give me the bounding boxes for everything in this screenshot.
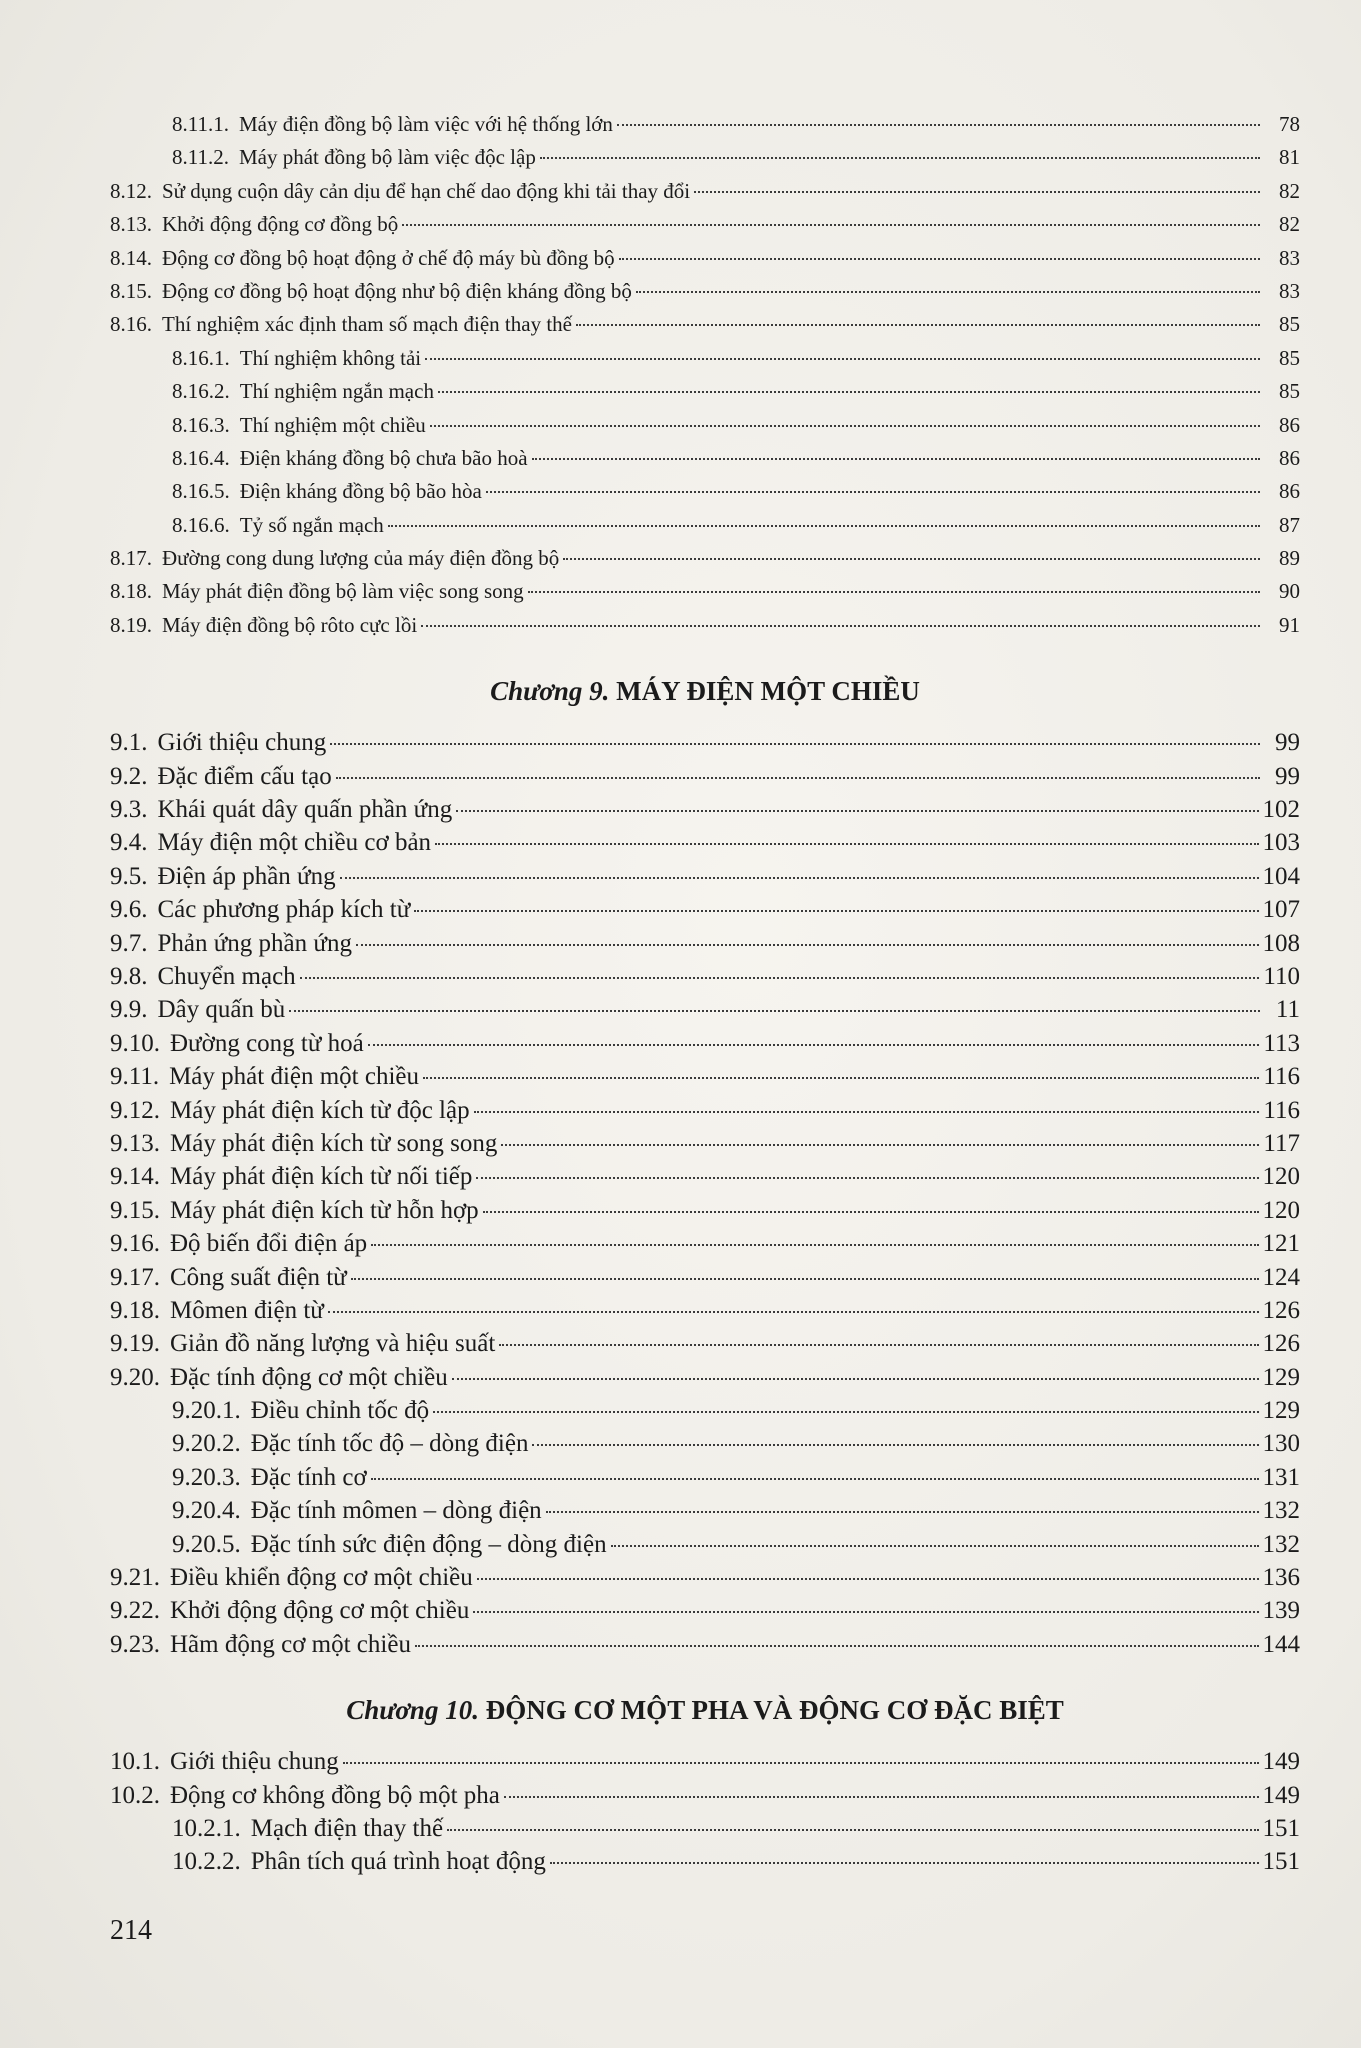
- dot-leader: [528, 591, 1260, 593]
- toc-entry-number: 9.17.: [110, 1263, 160, 1291]
- dot-leader: [402, 224, 1260, 226]
- toc-entry-number: 9.5.: [110, 862, 148, 890]
- toc-entry-title: Đường cong dung lượng của máy điện đồng bộ: [162, 546, 560, 571]
- dot-leader: [415, 1645, 1259, 1647]
- toc-entry-number: 8.16.5.: [172, 479, 230, 504]
- toc-entry[interactable]: [110, 108, 1300, 141]
- toc-entry[interactable]: [110, 208, 1300, 241]
- toc-entry-page: 85: [1279, 312, 1300, 337]
- toc-entry-title: Mạch điện thay thế: [250, 1814, 444, 1842]
- toc-entry[interactable]: [110, 860, 1300, 893]
- toc-entry-number: 10.2.2.: [172, 1848, 241, 1876]
- toc-entry-number: 8.15.: [110, 278, 152, 303]
- toc-entry-page: 83: [1279, 278, 1300, 303]
- toc-entry-page: 116: [1263, 1096, 1300, 1124]
- toc-entry-page: 151: [1262, 1848, 1300, 1876]
- toc-entry-title: Độ biến đổi điện áp: [170, 1230, 368, 1258]
- dot-leader: [343, 1762, 1259, 1764]
- toc-entry-page: 86: [1279, 445, 1300, 470]
- dot-leader: [356, 944, 1259, 946]
- toc-entry-page: 89: [1279, 546, 1300, 571]
- toc-entry[interactable]: [110, 893, 1300, 926]
- dot-leader: [532, 458, 1260, 460]
- toc-entry[interactable]: [110, 1060, 1300, 1093]
- dot-leader: [423, 1077, 1259, 1079]
- toc-entry-number: 8.16.1.: [172, 345, 230, 370]
- toc-entry-page: 86: [1279, 479, 1300, 504]
- dot-leader: [540, 157, 1260, 159]
- dot-leader: [368, 1044, 1260, 1046]
- dot-leader: [483, 1211, 1259, 1213]
- toc-entry[interactable]: [110, 375, 1300, 408]
- toc-entry-page: 83: [1279, 245, 1300, 270]
- toc-entry-title: Máy phát đồng bộ làm việc độc lập: [238, 145, 536, 170]
- toc-entry-title: Đường cong từ hoá: [170, 1029, 364, 1057]
- toc-entry[interactable]: [110, 1227, 1300, 1260]
- toc-entry[interactable]: [110, 793, 1300, 826]
- toc-entry[interactable]: [110, 609, 1300, 642]
- toc-entry-number: 9.20.5.: [172, 1530, 241, 1558]
- toc-entry-number: 8.11.1.: [172, 112, 229, 136]
- toc-entry-page: 91: [1279, 612, 1300, 637]
- toc-entry-title: Máy điện một chiều cơ bản: [157, 829, 432, 857]
- toc-entry-number: 8.16.2.: [172, 379, 230, 404]
- toc-entry-page: 129: [1262, 1397, 1300, 1425]
- dot-leader: [330, 743, 1260, 745]
- toc-entry-number: 9.14.: [110, 1163, 160, 1191]
- toc-entry-page: 82: [1279, 212, 1300, 237]
- toc-entry[interactable]: [110, 1427, 1300, 1460]
- toc-entry[interactable]: [110, 1812, 1300, 1845]
- toc-entry[interactable]: [110, 1394, 1300, 1427]
- toc-entry[interactable]: [110, 1294, 1300, 1327]
- dot-leader: [371, 1244, 1258, 1246]
- toc-entry-number: 9.20.3.: [172, 1463, 241, 1491]
- dot-leader: [499, 1344, 1258, 1346]
- toc-entry-page: 113: [1263, 1029, 1300, 1057]
- dot-leader: [351, 1278, 1259, 1280]
- toc-entry-page: 110: [1263, 962, 1300, 990]
- toc-entry-number: 9.16.: [110, 1230, 160, 1258]
- toc-entry-number: 9.15.: [110, 1196, 160, 1224]
- toc-entry-title: Máy phát điện kích từ song song: [170, 1129, 498, 1157]
- chapter-label: Chương 9.: [490, 676, 610, 707]
- toc-entry[interactable]: [110, 1327, 1300, 1360]
- dot-leader: [636, 291, 1260, 293]
- table-of-contents: [110, 108, 1300, 1879]
- toc-entry-page: 99: [1275, 729, 1300, 757]
- toc-entry-title: Máy phát điện kích từ nối tiếp: [170, 1163, 473, 1191]
- toc-entry[interactable]: [110, 1027, 1300, 1060]
- toc-entry-page: 126: [1262, 1296, 1300, 1324]
- toc-entry-page: 102: [1262, 796, 1300, 824]
- toc-entry-number: 8.11.2.: [172, 145, 229, 170]
- toc-entry-page: 82: [1279, 178, 1300, 203]
- toc-entry-number: 8.14.: [110, 245, 152, 270]
- toc-entry-title: Công suất điện từ: [170, 1263, 347, 1291]
- toc-entry[interactable]: [110, 726, 1300, 759]
- toc-entry-number: 8.16.6.: [172, 512, 230, 537]
- toc-entry-page: 107: [1262, 896, 1300, 924]
- dot-leader: [430, 425, 1260, 427]
- dot-leader: [617, 124, 1260, 126]
- toc-entry-page: 99: [1275, 762, 1300, 790]
- toc-entry-number: 9.8.: [110, 962, 148, 990]
- toc-entry-page: 121: [1262, 1230, 1300, 1258]
- toc-entry[interactable]: [110, 1361, 1300, 1394]
- toc-entry-number: 10.2.: [110, 1781, 160, 1809]
- dot-leader: [619, 258, 1260, 260]
- toc-entry[interactable]: [110, 1261, 1300, 1294]
- toc-entry-title: Đặc tính động cơ một chiều: [170, 1363, 448, 1391]
- dot-leader: [477, 1578, 1259, 1580]
- toc-entry-page: 85: [1279, 345, 1300, 370]
- dot-leader: [289, 1010, 1260, 1012]
- toc-entry-title: Các phương pháp kích từ: [157, 896, 411, 924]
- toc-entry-title: Đặc tính mômen – dòng điện: [250, 1497, 542, 1525]
- toc-entry-number: 9.23.: [110, 1630, 160, 1658]
- toc-entry[interactable]: [110, 1194, 1300, 1227]
- toc-entry-title: Hãm động cơ một chiều: [170, 1630, 411, 1658]
- toc-entry-title: Đặc tính sức điện động – dòng điện: [250, 1530, 607, 1558]
- toc-entry-page: 103: [1262, 829, 1300, 857]
- toc-entry-page: 104: [1262, 862, 1300, 890]
- toc-entry-title: Sử dụng cuộn dây cản dịu để hạn chế dao động khi tải thay đổi: [162, 178, 691, 203]
- toc-entry-title: Máy phát điện một chiều: [169, 1063, 420, 1091]
- toc-entry-title: Giới thiệu chung: [157, 729, 327, 757]
- toc-entry-number: 9.6.: [110, 896, 148, 924]
- toc-entry-page: 81: [1279, 145, 1300, 170]
- dot-leader: [563, 558, 1260, 560]
- toc-entry-number: 9.12.: [110, 1096, 160, 1124]
- toc-entry[interactable]: [110, 141, 1300, 174]
- toc-entry-number: 8.16.4.: [172, 445, 230, 470]
- dot-leader: [388, 525, 1260, 527]
- toc-entry-number: 9.18.: [110, 1296, 160, 1324]
- dot-leader: [486, 491, 1260, 493]
- toc-entry[interactable]: [110, 308, 1300, 341]
- dot-leader: [501, 1144, 1259, 1146]
- toc-entry-title: Điều khiển động cơ một chiều: [170, 1564, 473, 1592]
- toc-entry-number: 9.10.: [110, 1029, 160, 1057]
- toc-entry-title: Máy điện đồng bộ làm việc với hệ thống lớn: [238, 112, 613, 136]
- toc-entry-number: 10.1.: [110, 1748, 160, 1776]
- toc-entry-number: 10.2.1.: [172, 1814, 241, 1842]
- toc-entry-page: 130: [1262, 1430, 1300, 1458]
- toc-entry-title: Khởi động động cơ đồng bộ: [162, 212, 399, 237]
- toc-entry-title: Động cơ đồng bộ hoạt động như bộ điện kháng đồng bộ: [162, 278, 632, 303]
- toc-entry[interactable]: [110, 242, 1300, 275]
- toc-entry-number: 9.2.: [110, 762, 148, 790]
- toc-entry-number: 9.11.: [110, 1063, 160, 1091]
- toc-entry-title: Đặc tính cơ: [250, 1463, 367, 1491]
- toc-entry-number: 9.20.: [110, 1363, 160, 1391]
- toc-entry-title: Máy phát điện đồng bộ làm việc song song: [162, 579, 524, 604]
- toc-entry-title: Điều chỉnh tốc độ: [250, 1397, 430, 1425]
- toc-entry-number: 8.16.: [110, 312, 152, 337]
- toc-entry-number: 9.20.2.: [172, 1430, 241, 1458]
- toc-entry-number: 9.13.: [110, 1129, 160, 1157]
- dot-leader: [550, 1862, 1259, 1864]
- dot-leader: [576, 324, 1260, 326]
- dot-leader: [336, 777, 1260, 779]
- toc-entry-title: Máy phát điện kích từ độc lập: [170, 1096, 470, 1124]
- toc-entry[interactable]: [110, 1745, 1300, 1778]
- toc-entry-page: 149: [1262, 1748, 1300, 1776]
- chapter-heading: [110, 642, 1300, 726]
- dot-leader: [435, 843, 1258, 845]
- toc-entry-page: 151: [1262, 1814, 1300, 1842]
- dot-leader: [414, 910, 1258, 912]
- toc-entry-number: 8.19.: [110, 612, 152, 637]
- toc-entry-page: 116: [1263, 1063, 1300, 1091]
- toc-entry[interactable]: [110, 175, 1300, 208]
- toc-entry[interactable]: [110, 1127, 1300, 1160]
- toc-entry-page: 90: [1279, 579, 1300, 604]
- toc-entry-page: 124: [1262, 1263, 1300, 1291]
- toc-entry-title: Điện kháng đồng bộ chưa bão hoà: [239, 445, 528, 470]
- toc-entry-title: Chuyển mạch: [157, 962, 296, 990]
- dot-leader: [694, 191, 1260, 193]
- dot-leader: [476, 1177, 1258, 1179]
- dot-leader: [456, 810, 1258, 812]
- toc-entry[interactable]: [110, 575, 1300, 608]
- chapter-title: MÁY ĐIỆN MỘT CHIỀU: [616, 676, 920, 707]
- dot-leader: [340, 877, 1259, 879]
- toc-entry-number: 8.18.: [110, 579, 152, 604]
- toc-entry[interactable]: [110, 927, 1300, 960]
- toc-entry[interactable]: [110, 826, 1300, 859]
- toc-entry-page: 78: [1279, 112, 1300, 136]
- chapter-label: Chương 10.: [346, 1695, 479, 1726]
- toc-entry-page: 11: [1275, 996, 1300, 1024]
- toc-entry-number: 8.16.3.: [172, 412, 230, 437]
- toc-entry-page: 120: [1262, 1163, 1300, 1191]
- toc-entry-page: 139: [1262, 1597, 1300, 1625]
- dot-leader: [425, 358, 1260, 360]
- toc-entry-number: 9.3.: [110, 796, 148, 824]
- toc-entry-page: 120: [1262, 1196, 1300, 1224]
- toc-entry-number: 9.19.: [110, 1330, 160, 1358]
- toc-entry-title: Máy điện đồng bộ rôto cực lồi: [162, 612, 418, 637]
- toc-entry-title: Thí nghiệm không tải: [239, 345, 422, 370]
- toc-entry-page: 108: [1262, 929, 1300, 957]
- page-number: 214: [110, 1915, 152, 1946]
- toc-entry-number: 9.20.1.: [172, 1397, 241, 1425]
- toc-entry-title: Giản đồ năng lượng và hiệu suất: [170, 1330, 496, 1358]
- toc-entry-page: 85: [1279, 379, 1300, 404]
- toc-entry[interactable]: [110, 760, 1300, 793]
- dot-leader: [300, 977, 1260, 979]
- toc-entry[interactable]: [110, 1461, 1300, 1494]
- toc-entry[interactable]: [110, 1561, 1300, 1594]
- toc-entry-title: Phân tích quá trình hoạt động: [250, 1848, 546, 1876]
- dot-leader: [438, 391, 1260, 393]
- toc-entry-title: Điện kháng đồng bộ bão hòa: [239, 479, 482, 504]
- toc-entry-title: Khái quát dây quấn phần ứng: [157, 796, 453, 824]
- chapter-title: ĐỘNG CƠ MỘT PHA VÀ ĐỘNG CƠ ĐẶC BIỆT: [485, 1695, 1064, 1726]
- toc-entry-title: Thí nghiệm một chiều: [239, 412, 426, 437]
- dot-leader: [473, 1611, 1258, 1613]
- toc-entry-title: Đặc điểm cấu tạo: [157, 762, 332, 790]
- toc-entry[interactable]: [110, 1845, 1300, 1878]
- dot-leader: [447, 1829, 1258, 1831]
- dot-leader: [452, 1378, 1259, 1380]
- toc-entry[interactable]: [110, 1494, 1300, 1527]
- toc-entry[interactable]: [110, 1779, 1300, 1812]
- toc-entry[interactable]: [110, 275, 1300, 308]
- dot-leader: [504, 1796, 1259, 1798]
- toc-entry-title: Động cơ đồng bộ hoạt động ở chế độ máy bù đồng bộ: [162, 245, 615, 270]
- dot-leader: [546, 1511, 1259, 1513]
- toc-entry[interactable]: [110, 960, 1300, 993]
- toc-entry-page: 131: [1262, 1463, 1300, 1491]
- toc-entry[interactable]: [110, 1528, 1300, 1561]
- dot-leader: [421, 625, 1260, 627]
- toc-entry[interactable]: [110, 342, 1300, 375]
- toc-entry-title: Điện áp phần ứng: [157, 862, 336, 890]
- toc-entry-title: Thí nghiệm xác định tham số mạch điện thay thế: [162, 312, 572, 337]
- toc-entry[interactable]: [110, 1594, 1300, 1627]
- toc-entry[interactable]: [110, 1160, 1300, 1193]
- toc-entry[interactable]: [110, 409, 1300, 442]
- toc-entry[interactable]: [110, 442, 1300, 475]
- dot-leader: [611, 1545, 1259, 1547]
- chapter-heading: [110, 1661, 1300, 1745]
- toc-entry-number: 8.17.: [110, 546, 152, 571]
- toc-entry-title: Thí nghiệm ngắn mạch: [239, 379, 434, 404]
- toc-entry-page: 149: [1262, 1781, 1300, 1809]
- dot-leader: [474, 1111, 1260, 1113]
- toc-entry-page: 132: [1262, 1530, 1300, 1558]
- toc-entry-page: 144: [1262, 1630, 1300, 1658]
- toc-entry-page: 87: [1279, 512, 1300, 537]
- toc-entry-number: 8.13.: [110, 212, 152, 237]
- toc-entry-number: 9.9.: [110, 996, 148, 1024]
- toc-entry-page: 126: [1262, 1330, 1300, 1358]
- toc-entry-number: 9.21.: [110, 1564, 160, 1592]
- toc-entry-title: Động cơ không đồng bộ một pha: [170, 1781, 500, 1809]
- toc-entry-title: Máy phát điện kích từ hỗn hợp: [170, 1196, 479, 1224]
- toc-entry-title: Phản ứng phần ứng: [157, 929, 352, 957]
- dot-leader: [328, 1311, 1259, 1313]
- toc-entry[interactable]: [110, 1628, 1300, 1661]
- toc-entry-number: 9.20.4.: [172, 1497, 241, 1525]
- toc-entry-number: 9.22.: [110, 1597, 160, 1625]
- toc-entry-title: Tỷ số ngắn mạch: [239, 512, 384, 537]
- toc-entry-number: 9.7.: [110, 929, 148, 957]
- dot-leader: [532, 1444, 1258, 1446]
- toc-entry-page: 86: [1279, 412, 1300, 437]
- toc-entry-title: Đặc tính tốc độ – dòng điện: [250, 1430, 529, 1458]
- toc-entry-page: 129: [1262, 1363, 1300, 1391]
- toc-entry-title: Giới thiệu chung: [170, 1748, 339, 1776]
- toc-entry-number: 9.4.: [110, 829, 148, 857]
- dot-leader: [433, 1411, 1258, 1413]
- toc-entry-page: 136: [1262, 1564, 1300, 1592]
- toc-entry[interactable]: [110, 1094, 1300, 1127]
- toc-entry-number: 9.1.: [110, 729, 148, 757]
- toc-entry[interactable]: [110, 509, 1300, 542]
- toc-entry[interactable]: [110, 475, 1300, 508]
- toc-entry-page: 132: [1262, 1497, 1300, 1525]
- toc-entry-number: 8.12.: [110, 178, 152, 203]
- toc-entry-title: Khởi động động cơ một chiều: [170, 1597, 470, 1625]
- toc-entry-page: 117: [1263, 1129, 1300, 1157]
- toc-entry-title: Mômen điện từ: [170, 1296, 324, 1324]
- dot-leader: [371, 1478, 1259, 1480]
- toc-entry[interactable]: [110, 993, 1300, 1026]
- toc-entry-title: Dây quấn bù: [157, 996, 286, 1024]
- toc-entry[interactable]: [110, 542, 1300, 575]
